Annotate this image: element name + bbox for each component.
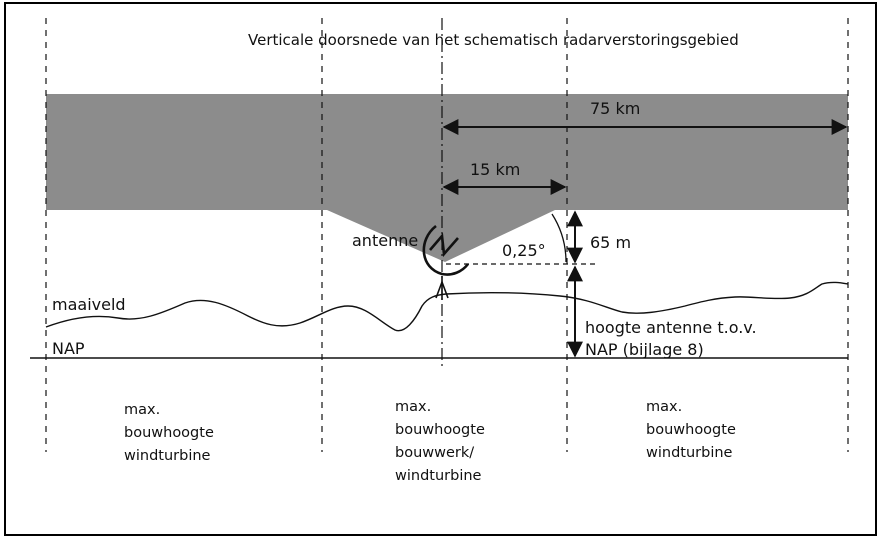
zone-right-line2: bouwhoogte [646, 422, 736, 438]
zone-middle-line1: max. [395, 399, 432, 415]
diagram-title: Verticale doorsnede van het schematisch radarverstoringsgebied [248, 31, 739, 49]
zone-caption-right [646, 399, 736, 461]
zone-caption-left [124, 402, 214, 464]
zone-middle-line3: bouwwerk/ [395, 445, 475, 461]
label-angle: 0,25° [502, 241, 546, 260]
zone-left-line2: bouwhoogte [124, 425, 214, 441]
label-65m: 65 m [590, 233, 632, 252]
label-maaiveld: maaiveld [52, 295, 126, 314]
zone-left-line1: max. [124, 402, 161, 418]
zone-middle-line2: bouwhoogte [395, 422, 485, 438]
zone-right-line1: max. [646, 399, 683, 415]
label-antenna: antenne [352, 231, 419, 250]
label-antenna-height-2: NAP (bijlage 8) [585, 340, 704, 359]
angle-arc [552, 214, 566, 262]
label-nap: NAP [52, 339, 85, 358]
label-15km: 15 km [470, 160, 521, 179]
zone-caption-middle [395, 399, 485, 484]
zone-right-line3: windturbine [646, 445, 733, 461]
label-75km: 75 km [590, 99, 641, 118]
disturbance-zone [46, 94, 848, 262]
label-antenna-height-1: hoogte antenne t.o.v. [585, 318, 757, 337]
zone-left-line3: windturbine [124, 448, 211, 464]
zone-middle-line4: windturbine [395, 468, 482, 484]
